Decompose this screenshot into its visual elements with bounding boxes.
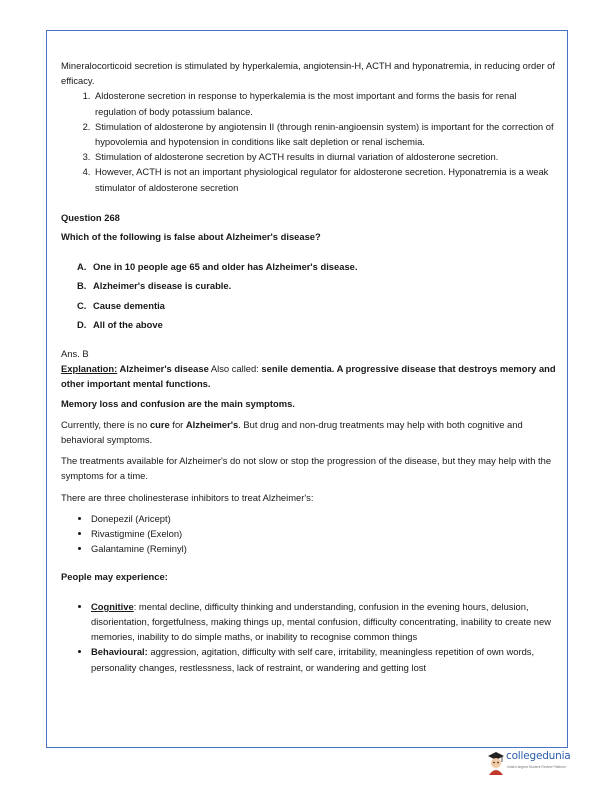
graduate-icon [486,748,506,776]
brand-tagline: India's largest Student Review Platform [507,765,567,769]
inhibitors-intro: There are three cholinesterase inhibitors to treat Alzheimer's: [61,491,314,503]
list-item: • Galantamine (Reminyl) [91,541,557,556]
treatments-paragraph: The treatments available for Alzheimer's do not slow or stop the progression of the disease, but they may help with the symptoms for a time. [61,455,552,482]
aldosterone-list [61,88,557,194]
list-item: • Behavioural: aggression, agitation, difficulty with self care, irritability, meaningless repetition of own words, personality changes, restlessness, lack of restraint, or wandering and getting lost [91,644,557,674]
list-item: 4. However, ACTH is not an important physiological regulator for aldosterone secretion. Hyponatremia is a weak stimulator of aldosterone secretion [93,164,557,194]
symptoms-line: Memory loss and confusion are the main symptoms. [61,397,295,409]
explanation: Explanation: Alzheimer's disease Also called: senile dementia. A progressive disease that destroys memory and other important mental functions. [61,363,556,390]
option-b: B. Alzheimer's disease is curable. [77,280,232,292]
option-a: A. One in 10 people age 65 and older has Alzheimer's disease. [77,261,358,273]
options-list [61,259,557,332]
intro-paragraph: Mineralocorticoid secretion is stimulated by hyperkalemia, angiotensin-H, ACTH and hyponatremia, in reducing order of efficacy. [61,60,555,87]
option-c: C. Cause dementia [77,299,165,311]
brand-name: collegedunia [506,750,571,762]
question-title: Question 268 [61,211,120,223]
list-item: • Rivastigmine (Exelon) [91,526,557,541]
cure-paragraph: Currently, there is no cure for Alzheimer's. But drug and non-drug treatments may help with both cognitive and behavioral symptoms. [61,418,523,446]
list-item: • Cognitive: mental decline, difficulty thinking and understanding, confusion in the evening hours, delusion, disorientation, forgetfulness, making things up, mental confusion, difficulty concentrating, inability to create new memories, inability to do simple maths, or inability to recognise common things [91,599,557,645]
experience-list [61,599,557,675]
list-item: 3. Stimulation of aldosterone secretion by ACTH results in diurnal variation of aldosterone secretion. [93,149,557,164]
list-item: • Donepezil (Aricept) [91,511,557,526]
option-d: D. All of the above [77,318,163,330]
inhibitors-list [61,511,557,557]
list-item: 1. Aldosterone secretion in response to hyperkalemia is the most important and forms the basis for renal regulation of body potassium balance. [93,88,557,118]
list-item: 2. Stimulation of aldosterone by angiotensin II (through renin-angioensin system) is important for the correction of hypovolemia and hypotension in conditions like salt depletion or renal ischemia. [93,119,557,149]
collegedunia-logo [486,748,574,782]
document-body [61,58,557,675]
answer-label: Ans. B [61,348,89,360]
experience-title: People may experience: [61,571,168,583]
question-text: Which of the following is false about Alzheimer's disease? [61,231,321,243]
